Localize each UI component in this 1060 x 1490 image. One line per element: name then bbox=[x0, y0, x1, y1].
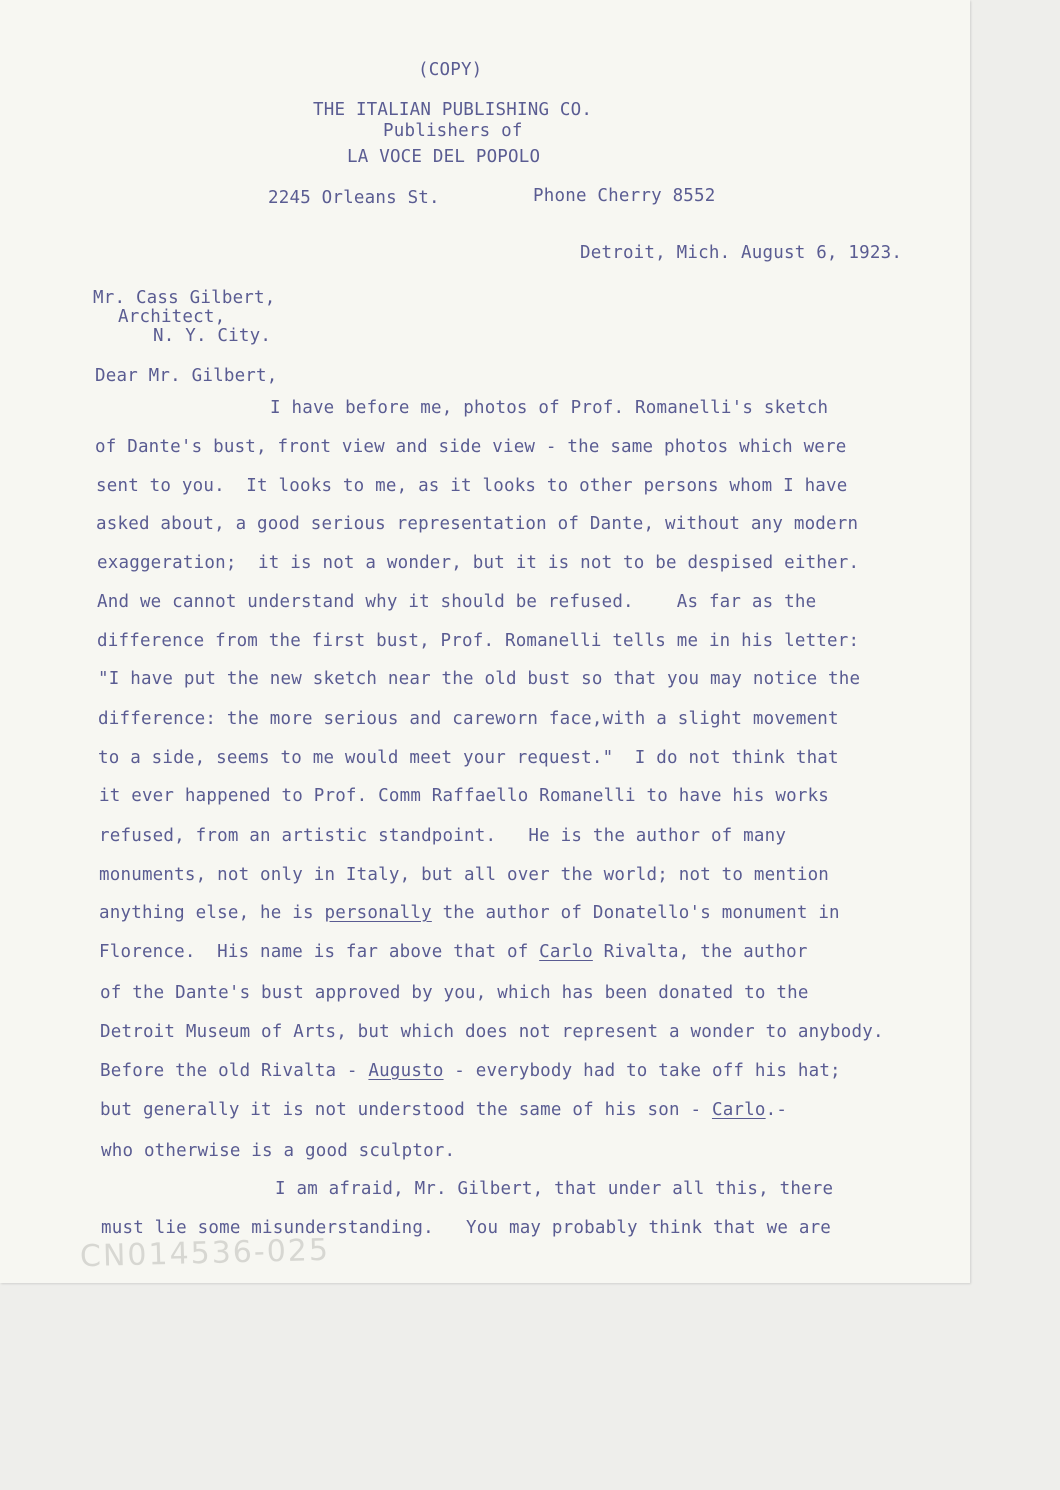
body-line: of Dante's bust, front view and side view - the same photos which were bbox=[95, 437, 847, 457]
recipient-city: N. Y. City. bbox=[153, 326, 272, 346]
company-address: 2245 Orleans St. bbox=[268, 188, 440, 208]
body-line bbox=[100, 1100, 787, 1120]
body-line: sent to you. It looks to me, as it looks to other persons whom I have bbox=[96, 476, 848, 496]
body-line: must lie some misunderstanding. You may probably think that we are bbox=[101, 1218, 832, 1238]
body-line: exaggeration; it is not a wonder, but it is not to be despised either. bbox=[97, 553, 860, 573]
body-line: monuments, not only in Italy, but all over the world; not to mention bbox=[99, 865, 830, 885]
body-line: "I have put the new sketch near the old bust so that you may notice the bbox=[98, 669, 861, 689]
body-line: of the Dante's bust approved by you, which has been donated to the bbox=[100, 983, 809, 1003]
recipient-title: Architect, bbox=[118, 307, 226, 327]
body-line: to a side, seems to me would meet your request." I do not think that bbox=[98, 748, 839, 768]
body-line bbox=[99, 942, 808, 962]
body-line: Detroit Museum of Arts, but which does not represent a wonder to anybody. bbox=[100, 1022, 884, 1042]
company-name: THE ITALIAN PUBLISHING CO. bbox=[313, 100, 593, 120]
body-line bbox=[99, 903, 840, 923]
underlined-word: Carlo bbox=[539, 942, 593, 962]
body-line: And we cannot understand why it should be refused. As far as the bbox=[97, 592, 817, 612]
body-line: asked about, a good serious representation of Dante, without any modern bbox=[96, 514, 859, 534]
body-text: but generally it is not understood the same of his son - bbox=[100, 1100, 712, 1120]
body-line: difference from the first bust, Prof. Romanelli tells me in his letter: bbox=[97, 631, 860, 651]
newspaper-name: LA VOCE DEL POPOLO bbox=[347, 147, 541, 167]
company-phone: Phone Cherry 8552 bbox=[533, 186, 716, 206]
underlined-word: Carlo bbox=[711, 1100, 766, 1120]
body-line bbox=[100, 1061, 841, 1081]
body-text: anything else, he is bbox=[99, 903, 325, 923]
publishers-of: Publishers of bbox=[383, 121, 523, 141]
recipient-name: Mr. Cass Gilbert, bbox=[93, 288, 276, 308]
body-line: I have before me, photos of Prof. Romanelli's sketch bbox=[270, 398, 829, 418]
body-text: - everybody had to take off his hat; bbox=[443, 1061, 841, 1081]
underlined-word: Augusto bbox=[368, 1061, 444, 1081]
salutation: Dear Mr. Gilbert, bbox=[95, 366, 278, 386]
dateline: Detroit, Mich. August 6, 1923. bbox=[580, 243, 903, 263]
body-text: .- bbox=[765, 1100, 788, 1120]
body-text: Rivalta, the author bbox=[592, 942, 808, 962]
body-line: who otherwise is a good sculptor. bbox=[101, 1141, 456, 1161]
body-line: it ever happened to Prof. Comm Raffaello Romanelli to have his works bbox=[99, 786, 830, 806]
body-text: Before the old Rivalta - bbox=[100, 1061, 369, 1081]
body-text: the author of Donatello's monument in bbox=[431, 903, 840, 923]
body-line: I am afraid, Mr. Gilbert, that under all this, there bbox=[275, 1179, 834, 1199]
underlined-word: personally bbox=[324, 903, 432, 923]
archive-stamp: CN014536-025 bbox=[79, 1232, 331, 1275]
body-line: refused, from an artistic standpoint. He is the author of many bbox=[99, 826, 787, 846]
copy-mark: (COPY) bbox=[418, 60, 483, 80]
body-text: Florence. His name is far above that of bbox=[99, 942, 540, 962]
body-line: difference: the more serious and careworn face,with a slight movement bbox=[98, 709, 839, 729]
